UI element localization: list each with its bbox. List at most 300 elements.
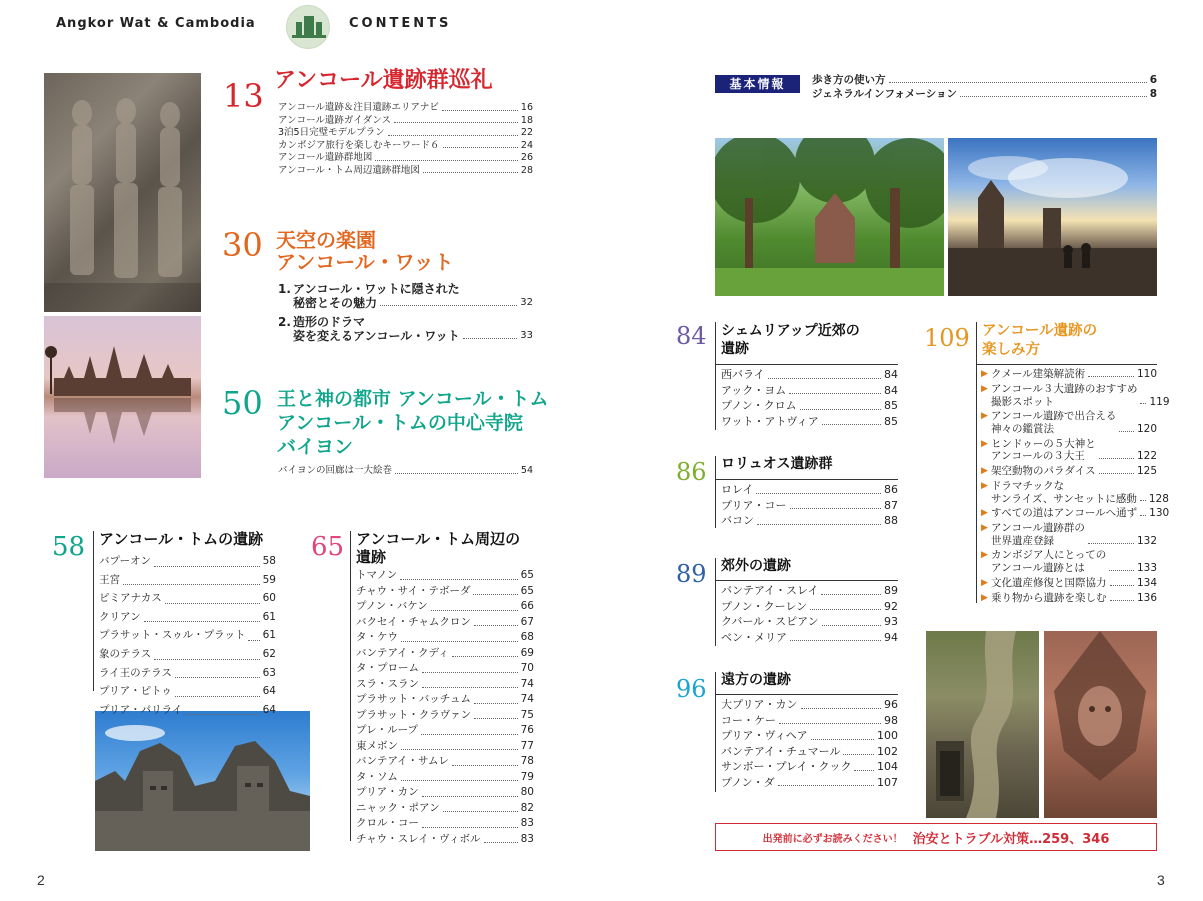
section-65-title-line2: 遺跡 <box>356 548 387 566</box>
toc-entry[interactable] <box>721 367 898 383</box>
toc-entry-page: 87 <box>884 498 898 512</box>
leader-dots <box>811 739 874 740</box>
section-30-title-line1: 天空の楽園 <box>276 228 376 252</box>
toc-entry-page: 22 <box>520 127 533 138</box>
toc-entry[interactable] <box>721 759 898 775</box>
toc-entry[interactable] <box>981 479 1169 506</box>
leader-dots <box>779 723 881 724</box>
toc-entry-page: 69 <box>520 646 534 659</box>
leader-dots <box>452 765 518 766</box>
toc-entry[interactable] <box>356 677 534 693</box>
leader-dots <box>431 610 518 611</box>
toc-entry-label: タ・プローム <box>356 662 419 674</box>
leader-dots <box>144 621 260 622</box>
toc-entry[interactable] <box>99 645 276 664</box>
toc-entry-page: 70 <box>520 662 534 674</box>
section-89-list <box>721 583 898 645</box>
toc-entry-label: カンボジア旅行を楽しむキーワード６ <box>278 139 440 151</box>
toc-entry[interactable] <box>721 630 898 646</box>
leader-dots <box>768 378 881 379</box>
forest-temple-photo <box>715 138 944 296</box>
toc-entry-label: アンコール・トム周辺遺跡群地図 <box>278 164 420 176</box>
toc-entry[interactable] <box>356 801 534 817</box>
toc-entry[interactable] <box>278 282 533 310</box>
contents-heading: CONTENTS <box>349 16 452 31</box>
toc-entry[interactable] <box>99 626 276 645</box>
section-86-list <box>721 482 898 529</box>
toc-entry-label: 歩き方の使い方 <box>812 74 886 86</box>
toc-entry-label-line2: アンコール遺跡とは <box>991 562 1085 575</box>
toc-entry[interactable] <box>721 599 898 615</box>
leader-dots <box>401 749 518 750</box>
toc-entry-page: 93 <box>884 615 898 628</box>
section-58-list <box>99 552 276 719</box>
toc-entry[interactable] <box>981 522 1157 548</box>
toc-entry-page: 136 <box>1136 591 1157 604</box>
toc-entry[interactable] <box>981 382 1170 409</box>
toc-entry-label: ヒンドゥーの５大神と <box>991 437 1096 450</box>
section-89-underline <box>716 580 898 581</box>
toc-entry-page: 84 <box>884 368 898 381</box>
sunset-temple-photo <box>948 138 1157 296</box>
leader-dots <box>422 796 518 797</box>
leader-dots <box>422 827 518 828</box>
toc-entry[interactable] <box>99 682 276 701</box>
toc-entry[interactable] <box>721 728 898 744</box>
toc-entry-label: プラサット・スゥル・プラット <box>99 629 246 642</box>
toc-entry-number: 2. <box>278 315 291 329</box>
leader-dots <box>1140 403 1146 404</box>
leader-dots <box>822 625 881 626</box>
toc-entry[interactable] <box>356 599 534 615</box>
toc-entry-page: 104 <box>877 760 898 773</box>
toc-entry[interactable] <box>721 498 898 514</box>
toc-entry-label: アンコール遺跡群の <box>991 521 1085 534</box>
toc-entry-label: 西バライ <box>721 368 765 381</box>
toc-entry-page: 60 <box>262 592 276 605</box>
toc-entry[interactable] <box>99 608 276 627</box>
toc-entry-label: バイヨンの回廊は一大絵巻 <box>278 465 393 476</box>
leader-dots <box>843 754 874 755</box>
toc-entry-page: 89 <box>884 584 898 597</box>
leader-dots <box>960 96 1147 97</box>
toc-entry[interactable] <box>981 438 1157 464</box>
toc-entry-label: プラサット・クラヴァン <box>356 708 472 721</box>
leader-dots <box>474 718 517 719</box>
toc-entry-label: 王宮 <box>99 573 120 586</box>
toc-entry-label: ピミアナカス <box>99 592 162 605</box>
toc-entry-page: 107 <box>877 775 898 789</box>
toc-entry-label: タ・ソム <box>356 770 398 783</box>
toc-entry-label: アック・ヨム <box>721 383 787 397</box>
basic-info-badge: 基本情報 <box>715 75 800 93</box>
toc-entry[interactable] <box>99 664 276 683</box>
section-30-title <box>276 229 454 274</box>
toc-entry-label: バプーオン <box>99 555 151 567</box>
toc-entry[interactable] <box>721 398 898 414</box>
toc-entry[interactable] <box>981 507 1170 520</box>
toc-entry-label: ベン・メリア <box>721 630 787 644</box>
toc-entry[interactable] <box>721 713 898 729</box>
leader-dots <box>1099 473 1134 474</box>
section-58-number: 58 <box>52 532 86 562</box>
toc-entry[interactable] <box>812 73 1157 87</box>
toc-entry[interactable] <box>721 513 898 529</box>
leader-dots <box>1119 431 1134 432</box>
toc-entry-page: 130 <box>1149 507 1170 520</box>
page-number-right: 3 <box>1157 872 1165 888</box>
leader-dots <box>1110 585 1134 586</box>
toc-entry[interactable] <box>356 708 534 724</box>
leader-dots <box>1088 376 1134 377</box>
toc-entry-page: 65 <box>520 584 534 597</box>
toc-entry-label: ニャック・ポアン <box>356 801 440 814</box>
toc-entry-page: 84 <box>884 383 898 397</box>
section-86-number: 86 <box>676 458 707 486</box>
leader-dots <box>474 703 518 704</box>
toc-entry-page: 74 <box>520 677 534 690</box>
leader-dots <box>800 409 881 410</box>
section-30-list <box>278 282 533 343</box>
toc-entry[interactable] <box>721 744 898 760</box>
toc-entry-page: 119 <box>1149 395 1170 408</box>
toc-entry-label: アンコール遺跡＆注目遺跡エリアナビ <box>278 102 439 113</box>
toc-entry[interactable] <box>356 723 534 739</box>
toc-entry-page: 92 <box>884 599 898 613</box>
toc-entry[interactable] <box>99 571 276 590</box>
toc-entry-label: 文化遺産修復と国際協力 <box>991 576 1107 589</box>
toc-entry-label: プリア・ピトゥ <box>99 685 172 698</box>
section-86-underline <box>716 479 898 480</box>
toc-entry[interactable] <box>721 482 898 498</box>
leader-dots <box>1099 458 1134 459</box>
toc-entry-label-line2: 世界遺産登録 <box>991 534 1054 547</box>
toc-entry-page: 132 <box>1136 534 1157 547</box>
section-109-list <box>981 368 1170 606</box>
toc-entry-label: アンコール３大遺跡のおすすめ <box>991 382 1138 395</box>
toc-entry-page: 8 <box>1149 88 1157 100</box>
section-96-underline <box>716 694 898 695</box>
section-89-bar <box>715 558 716 646</box>
toc-entry[interactable] <box>278 315 533 343</box>
toc-entry[interactable] <box>356 568 534 584</box>
toc-entry[interactable] <box>278 115 533 128</box>
orange-triangle-icon: ▶ <box>981 577 988 588</box>
angkor-wat-reflection-photo <box>44 316 201 478</box>
toc-entry-page: 76 <box>520 724 534 736</box>
leader-dots <box>423 172 518 173</box>
toc-entry-page: 16 <box>520 102 533 113</box>
leader-dots <box>395 473 518 474</box>
section-65-title-line1: アンコール・トム周辺の <box>356 530 521 548</box>
orange-triangle-icon: ▶ <box>981 369 988 379</box>
toc-entry[interactable] <box>356 754 534 770</box>
toc-entry-page: 86 <box>884 483 898 496</box>
orange-triangle-icon: ▶ <box>981 438 988 449</box>
toc-entry-page: 134 <box>1136 576 1157 589</box>
toc-entry[interactable] <box>278 127 533 140</box>
toc-entry-label: アンコール・ワットに隠された <box>293 282 460 296</box>
toc-entry-page: 128 <box>1148 492 1169 505</box>
toc-entry-label-line2: 撮影スポット <box>991 395 1054 408</box>
toc-entry-page: 120 <box>1136 422 1157 435</box>
section-58-bar <box>93 531 94 691</box>
leader-dots <box>756 493 881 494</box>
toc-entry[interactable] <box>99 589 276 608</box>
toc-entry[interactable] <box>356 816 534 832</box>
section-84-number: 84 <box>676 322 707 350</box>
toc-entry-label: ワット・アトヴィア <box>721 414 819 428</box>
leader-dots <box>380 305 517 306</box>
toc-entry-page: 24 <box>520 139 533 151</box>
toc-entry-page: 68 <box>520 631 534 643</box>
toc-entry[interactable] <box>356 584 534 600</box>
toc-entry-label: チャウ・サイ・テボーダ <box>356 584 471 597</box>
toc-entry-label: ジェネラルインフォメーション <box>812 88 958 100</box>
toc-entry-page: 6 <box>1149 74 1157 86</box>
leader-dots <box>401 780 518 781</box>
section-50-number: 50 <box>222 384 263 422</box>
section-50-list <box>278 465 533 478</box>
section-96-bar <box>715 672 716 792</box>
toc-entry[interactable] <box>278 165 533 178</box>
toc-entry-page: 64 <box>262 685 276 698</box>
toc-entry-label: チャウ・スレイ・ヴィボル <box>356 832 481 845</box>
tree-roots-photo <box>926 631 1039 818</box>
leader-dots <box>810 609 881 610</box>
section-86-bar <box>715 456 716 528</box>
toc-entry-page: 82 <box>520 801 534 814</box>
leader-dots <box>421 734 518 735</box>
leader-dots <box>821 594 881 595</box>
section-84-title-line2: 遺跡 <box>721 341 749 357</box>
toc-entry-label: 象のテラス <box>99 647 152 660</box>
toc-entry[interactable] <box>356 770 534 786</box>
leader-dots <box>185 714 259 715</box>
leader-dots <box>484 842 518 843</box>
safety-notice[interactable] <box>715 823 1157 851</box>
section-58-title: アンコール・トムの遺跡 <box>99 530 264 548</box>
leader-dots <box>154 659 259 660</box>
orange-triangle-icon: ▶ <box>981 592 988 603</box>
toc-entry[interactable] <box>981 577 1157 590</box>
toc-entry-label: カンボジア人にとっての <box>991 549 1107 562</box>
leader-dots <box>1140 500 1146 501</box>
toc-entry-label: バンテアイ・サムレ <box>356 755 450 767</box>
toc-entry[interactable] <box>356 832 534 848</box>
leader-dots <box>123 584 260 585</box>
toc-entry-label: 3泊5日完璧モデルプラン <box>278 127 385 138</box>
toc-entry[interactable] <box>356 785 534 801</box>
section-84-title <box>721 322 860 358</box>
notice-main: 治安とトラブル対策…259、346 <box>912 831 1110 847</box>
toc-entry[interactable] <box>356 630 534 646</box>
toc-entry-label: クバール・スピアン <box>721 615 819 628</box>
leader-dots <box>889 82 1147 83</box>
leader-dots <box>452 656 518 657</box>
orange-triangle-icon: ▶ <box>981 522 988 533</box>
toc-entry[interactable] <box>721 583 898 599</box>
toc-entry-number: 1. <box>278 282 291 296</box>
apsara-relief-photo <box>44 73 201 312</box>
leader-dots <box>248 640 259 641</box>
toc-entry[interactable] <box>812 87 1157 101</box>
toc-entry-page: 96 <box>884 698 898 711</box>
orange-triangle-icon: ▶ <box>981 508 988 519</box>
toc-entry[interactable] <box>99 701 276 720</box>
toc-entry-label: スラ・スラン <box>356 677 419 690</box>
leader-dots <box>388 135 518 136</box>
toc-entry-page: 33 <box>520 330 533 341</box>
toc-entry-page: 28 <box>520 164 533 176</box>
angkor-emblem-icon <box>286 5 330 49</box>
toc-entry[interactable] <box>356 615 534 631</box>
toc-entry-page: 63 <box>262 666 276 679</box>
orange-triangle-icon: ▶ <box>981 480 988 491</box>
toc-entry[interactable] <box>981 592 1157 605</box>
toc-entry-label: アンコール遺跡ガイダンス <box>278 114 391 126</box>
toc-entry-page: 88 <box>884 514 898 527</box>
toc-entry-label: バンテアイ・チュマール <box>721 744 841 758</box>
section-50-title <box>277 387 548 459</box>
section-96-list <box>721 697 898 790</box>
toc-entry-label: クメール建築解読術 <box>991 368 1086 381</box>
toc-entry-page: 80 <box>520 786 534 798</box>
leader-dots <box>1110 600 1134 601</box>
leader-dots <box>165 603 260 604</box>
leader-dots <box>790 640 881 641</box>
toc-entry-page: 77 <box>520 739 534 752</box>
toc-entry-label: プノン・バケン <box>356 600 428 612</box>
notice-lead: 出発前に必ずお読みください！ <box>762 833 903 845</box>
leader-dots <box>1088 543 1134 544</box>
toc-entry-label: 大プリア・カン <box>721 698 798 711</box>
section-109-title <box>982 322 1097 360</box>
toc-entry[interactable] <box>721 614 898 630</box>
leader-dots <box>443 811 518 812</box>
toc-entry-page: 18 <box>520 114 533 126</box>
toc-entry[interactable] <box>278 465 533 478</box>
toc-entry[interactable] <box>356 646 534 662</box>
leader-dots <box>463 338 518 339</box>
leader-dots <box>1109 570 1134 571</box>
leader-dots <box>401 641 518 642</box>
toc-entry[interactable] <box>356 692 534 708</box>
toc-entry-page: 83 <box>520 817 534 829</box>
toc-entry-label: アンコール遺跡群地図 <box>278 152 373 163</box>
section-30-title-line2: アンコール・ワット <box>276 250 454 275</box>
leader-dots <box>474 625 518 626</box>
section-109-number: 109 <box>924 324 970 352</box>
toc-entry[interactable] <box>356 739 534 755</box>
toc-entry[interactable] <box>278 102 533 115</box>
orange-triangle-icon: ▶ <box>981 411 988 422</box>
leader-dots <box>375 160 517 161</box>
toc-entry-page: 64 <box>262 703 276 716</box>
toc-entry[interactable] <box>278 152 533 165</box>
toc-entry[interactable] <box>981 465 1157 478</box>
section-89-number: 89 <box>676 560 707 588</box>
toc-entry-label: ライ王のテラス <box>99 666 172 679</box>
toc-entry-page: 61 <box>262 629 276 642</box>
toc-entry-page: 133 <box>1136 562 1157 575</box>
toc-entry[interactable] <box>278 140 533 153</box>
section-89-title: 郊外の遺跡 <box>721 558 791 574</box>
leader-dots <box>154 566 260 567</box>
toc-entry-label: プリア・コー <box>721 498 787 512</box>
toc-entry[interactable] <box>721 775 898 791</box>
leader-dots <box>394 122 518 123</box>
toc-entry[interactable] <box>356 661 534 677</box>
toc-entry-page: 66 <box>520 600 534 612</box>
toc-entry-label: アンコール遺跡で出合える <box>991 410 1117 423</box>
toc-entry[interactable] <box>981 549 1157 575</box>
toc-entry[interactable] <box>721 414 898 430</box>
leader-dots <box>400 579 517 580</box>
toc-entry-page: 79 <box>520 770 534 783</box>
toc-entry[interactable] <box>981 410 1157 436</box>
toc-entry-label: バコン <box>721 514 754 527</box>
toc-entry-page: 61 <box>262 610 276 623</box>
orange-triangle-icon: ▶ <box>981 383 988 394</box>
toc-entry-label: サンボー・プレイ・クック <box>721 760 852 773</box>
toc-entry-page: 100 <box>877 729 898 742</box>
section-65-title <box>356 530 520 566</box>
leader-dots <box>422 687 518 688</box>
toc-entry-label: タ・ケウ <box>356 631 398 643</box>
toc-entry[interactable] <box>981 368 1157 381</box>
toc-entry-page: 110 <box>1136 368 1157 381</box>
basic-info-list <box>812 73 1157 101</box>
section-65-bar <box>350 531 351 841</box>
toc-entry-page: 102 <box>877 744 898 758</box>
toc-entry-label: ロレイ <box>721 483 754 496</box>
section-50-title-line3: バイヨン <box>277 436 354 458</box>
toc-entry-label: バンテアイ・スレイ <box>721 584 819 597</box>
toc-entry-page: 94 <box>884 630 898 644</box>
leader-dots <box>1140 515 1146 516</box>
toc-entry-label: すべての道はアンコールへ通ず <box>991 507 1138 520</box>
section-13-number: 13 <box>223 77 264 115</box>
toc-entry-page: 65 <box>520 569 534 581</box>
toc-entry[interactable] <box>721 697 898 713</box>
bayon-faces-photo <box>95 711 310 851</box>
toc-entry-page: 98 <box>884 713 898 727</box>
toc-entry-label: プリア・カン <box>356 786 419 798</box>
toc-entry-label: トマノン <box>356 569 398 581</box>
toc-entry-label: プリア・パリライ <box>99 703 183 716</box>
toc-entry[interactable] <box>99 552 276 571</box>
leader-dots <box>778 785 874 786</box>
leader-dots <box>822 424 881 425</box>
section-65-list <box>356 568 534 847</box>
toc-entry-page: 32 <box>520 297 533 308</box>
toc-entry-page: 54 <box>520 465 533 476</box>
toc-entry-page: 26 <box>520 152 533 163</box>
toc-entry-label-line2: アンコールの３大王 <box>991 450 1085 463</box>
toc-entry-label: プノン・ダ <box>721 775 775 789</box>
toc-entry-page: 125 <box>1136 465 1157 478</box>
toc-entry-page: 58 <box>262 555 276 567</box>
toc-entry-page: 78 <box>520 755 534 767</box>
section-109-title-line1: アンコール遺跡の <box>982 323 1098 339</box>
toc-entry-label: 東メボン <box>356 739 398 752</box>
toc-entry[interactable] <box>721 383 898 399</box>
toc-entry-page: 85 <box>884 399 898 412</box>
leader-dots <box>789 393 881 394</box>
orange-triangle-icon: ▶ <box>981 550 988 561</box>
toc-entry-page: 83 <box>520 832 534 845</box>
